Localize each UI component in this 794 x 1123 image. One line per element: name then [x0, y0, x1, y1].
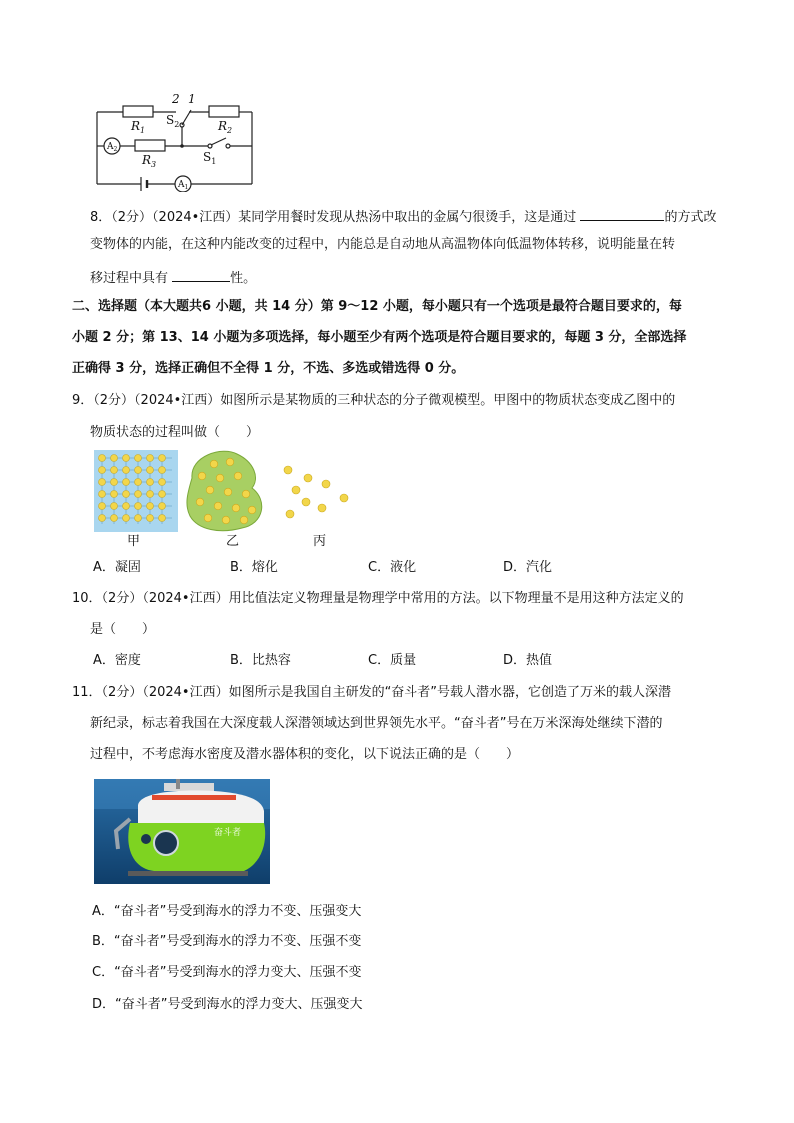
q8-blank-2 — [172, 267, 230, 282]
ammeter-a2-label: $A_2$ — [107, 142, 118, 153]
q11-option-a[interactable]: A．“奋斗者”号受到海水的浮力不变、压强变大 — [92, 904, 362, 919]
q10-option-b[interactable]: B．比热容 — [230, 653, 291, 668]
section2-line1: 二、选择题（本大题共6 小题，共 14 分）第 9～12 小题，每小题只有一个选项是最符合题目要求的，每 — [72, 299, 682, 314]
q8-line3: 移过程中具有 性。 — [90, 267, 256, 288]
s2-label: $S_2$ — [166, 113, 180, 129]
molecule-models-figure — [92, 448, 362, 534]
q9-option-a[interactable]: A．凝固 — [93, 560, 141, 575]
q10-line1: 10．（2分）（2024•江西）用比值法定义物理量是物理学中常用的方法。以下物理量不是用这种方法定义的 — [72, 591, 684, 606]
q11-line3: 过程中，不考虑海水密度及潜水器体积的变化，以下说法正确的是（ ） — [90, 747, 520, 762]
section2-line2: 小题 2 分；第 13、14 小题为多项选择，每小题至少有两个选项是符合题目要求的，每题 3 分，全部选择 — [72, 330, 687, 345]
submersible-logo-text: 奋斗者 — [214, 828, 242, 838]
q9-line2: 物质状态的过程叫做（ ） — [90, 425, 260, 440]
r2-label: $R_2$ — [218, 119, 233, 135]
q9-option-c[interactable]: C．液化 — [368, 560, 417, 575]
q10-option-c[interactable]: C．质量 — [368, 653, 417, 668]
s1-label: $S_1$ — [203, 150, 217, 166]
terminal-2-label: 2 — [172, 92, 180, 106]
q11-option-d[interactable]: D．“奋斗者”号受到海水的浮力变大、压强变大 — [92, 997, 363, 1012]
caption-bing: 丙 — [313, 534, 327, 549]
q9-option-b[interactable]: B．熔化 — [230, 560, 278, 575]
caption-jia: 甲 — [127, 534, 141, 549]
r3-label: $R_3$ — [142, 153, 157, 169]
circuit-diagram — [90, 92, 260, 192]
q9-line1: 9．（2分）（2024•江西）如图所示是某物质的三种状态的分子微观模型。甲图中的物质状态变成乙图中的 — [72, 393, 676, 408]
section2-line3: 正确得 3 分，选择正确但不全得 1 分，不选、多选或错选得 0 分。 — [72, 361, 465, 376]
q11-option-c[interactable]: C．“奋斗者”号受到海水的浮力变大、压强不变 — [92, 965, 362, 980]
terminal-1-label: 1 — [188, 92, 196, 106]
q8-line2: 变物体的内能，在这种内能改变的过程中，内能总是自动地从高温物体向低温物体转移，说明能量在转 — [90, 237, 676, 252]
q10-line2: 是（ ） — [90, 622, 156, 637]
q11-option-b[interactable]: B．“奋斗者”号受到海水的浮力不变、压强不变 — [92, 934, 362, 949]
q11-line1: 11．（2分）（2024•江西）如图所示是我国自主研发的“奋斗者”号载人潜水器，它创造了万米的载人深潜 — [72, 685, 672, 700]
q10-option-d[interactable]: D．热值 — [503, 653, 553, 668]
gas-molecules — [284, 466, 348, 518]
caption-yi: 乙 — [226, 534, 240, 549]
q8-line1: 8．（2分）（2024•江西）某同学用餐时发现从热汤中取出的金属勺很烫手，这是通过 的方式改 — [90, 206, 716, 227]
ammeter-a1-label: $A_1$ — [178, 180, 189, 191]
submersible-photo — [94, 779, 270, 884]
q10-option-a[interactable]: A．密度 — [93, 653, 141, 668]
q9-option-d[interactable]: D．汽化 — [503, 560, 553, 575]
r1-label: $R_1$ — [131, 119, 146, 135]
q8-blank-1 — [580, 206, 664, 221]
q11-line2: 新纪录，标志着我国在大深度载人深潜领域达到世界领先水平。“奋斗者”号在万米深海处继续下潜的 — [90, 716, 663, 731]
